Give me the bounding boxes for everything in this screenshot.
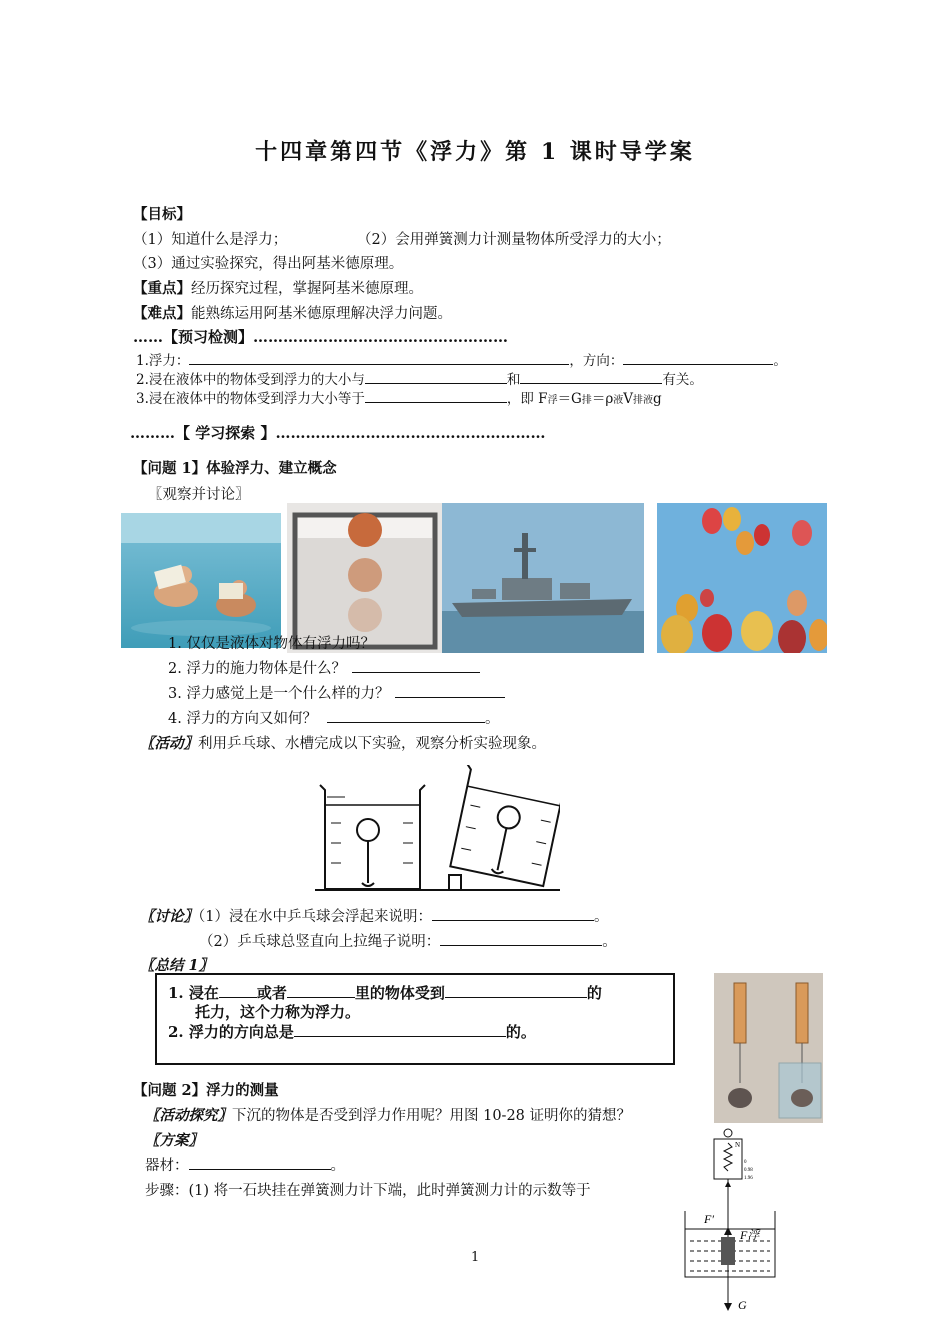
preview-q2: 2.浸在液体中的物体受到浮力的大小与 和 有关。 bbox=[136, 368, 703, 388]
p1-q1: 1. 仅仅是液体对物体有浮力吗？ bbox=[168, 636, 375, 652]
observe-label: 〖观察并讨论〗 bbox=[148, 487, 250, 503]
discuss-2: （2）乒乓球总竖直向上拉绳子说明： 。 bbox=[199, 930, 617, 951]
equipment: 器材： 。 bbox=[145, 1154, 345, 1175]
p1-q2: 2. 浮力的施力物体是什么？ bbox=[168, 657, 480, 678]
difficult-point: 【难点】能熟练运用阿基米德原理解决浮力问题。 bbox=[133, 305, 452, 322]
goal-2: （2）会用弹簧测力计测量物体所受浮力的大小； bbox=[357, 232, 671, 248]
dead-sea-photo bbox=[121, 513, 281, 648]
warship-photo bbox=[442, 503, 644, 653]
preview-q3: 3.浸在液体中的物体受到浮力大小等于 ，即 F浮＝G排＝ρ液V排液g bbox=[136, 387, 662, 407]
discuss-1: 〖讨论〗（1）浸在水中乒乓球会浮起来说明： 。 bbox=[140, 905, 608, 926]
scale-0: 0 bbox=[744, 1160, 747, 1165]
unit-label: N bbox=[735, 1141, 741, 1149]
problem1-header: 【问题 1】体验浮力、建立概念 bbox=[133, 460, 337, 477]
ball-beaker-photo bbox=[287, 503, 442, 653]
balloons-photo bbox=[657, 503, 827, 653]
spring-scale-photo bbox=[714, 973, 823, 1123]
goal-3: （3）通过实验探究，得出阿基米德原理。 bbox=[133, 256, 404, 272]
explore-header: ………【 学习探索 】……………………………………………… bbox=[130, 424, 546, 442]
plan-label: 〖方案〗 bbox=[145, 1132, 203, 1149]
f-prime-label: F′ bbox=[704, 1212, 714, 1226]
force-diagram bbox=[680, 1125, 785, 1315]
steps: 步骤：(1) 将一石块挂在弹簧测力计下端，此时弹簧测力计的示数等于 bbox=[145, 1183, 591, 1199]
scale-1: 0.98 bbox=[744, 1168, 753, 1173]
page-number: 1 bbox=[471, 1250, 480, 1265]
goals-header: 【目标】 bbox=[133, 206, 191, 223]
p1-q4: 4. 浮力的方向又如何？ 。 bbox=[168, 707, 499, 728]
problem2-activity: 〖活动探究〗下沉的物体是否受到浮力作用呢？用图 10-28 证明你的猜想？ bbox=[145, 1107, 632, 1124]
page-title: 十四章第四节《浮力》第 1 课时导学案 bbox=[255, 139, 695, 165]
goal-1: （1）知道什么是浮力； bbox=[133, 232, 288, 248]
g-label: G bbox=[738, 1298, 747, 1312]
summary-1-cont: 托力，这个力称为浮力。 bbox=[195, 1003, 361, 1021]
key-point: 【重点】经历探究过程，掌握阿基米德原理。 bbox=[133, 280, 423, 297]
scale-2: 1.96 bbox=[744, 1176, 753, 1181]
f-float-label: F浮 bbox=[740, 1228, 760, 1242]
preview-q1: 1.浮力： ，方向： 。 bbox=[136, 349, 787, 369]
p1-q3: 3. 浮力感觉上是一个什么样的力？ bbox=[168, 682, 505, 703]
summary-label: 〖总结 1〗 bbox=[140, 957, 214, 974]
summary-1: 1. 浸在 或者 里的物体受到 的 bbox=[168, 984, 602, 1002]
activity: 〖活动〗利用乒乓球、水槽完成以下实验，观察分析实验现象。 bbox=[140, 735, 546, 752]
summary-2: 2. 浮力的方向总是 的。 bbox=[168, 1023, 536, 1041]
pingpong-beaker-diagram bbox=[315, 765, 560, 893]
preview-header: ……【预习检测】…………………………………………… bbox=[133, 328, 509, 346]
problem2-header: 【问题 2】浮力的测量 bbox=[133, 1082, 279, 1099]
